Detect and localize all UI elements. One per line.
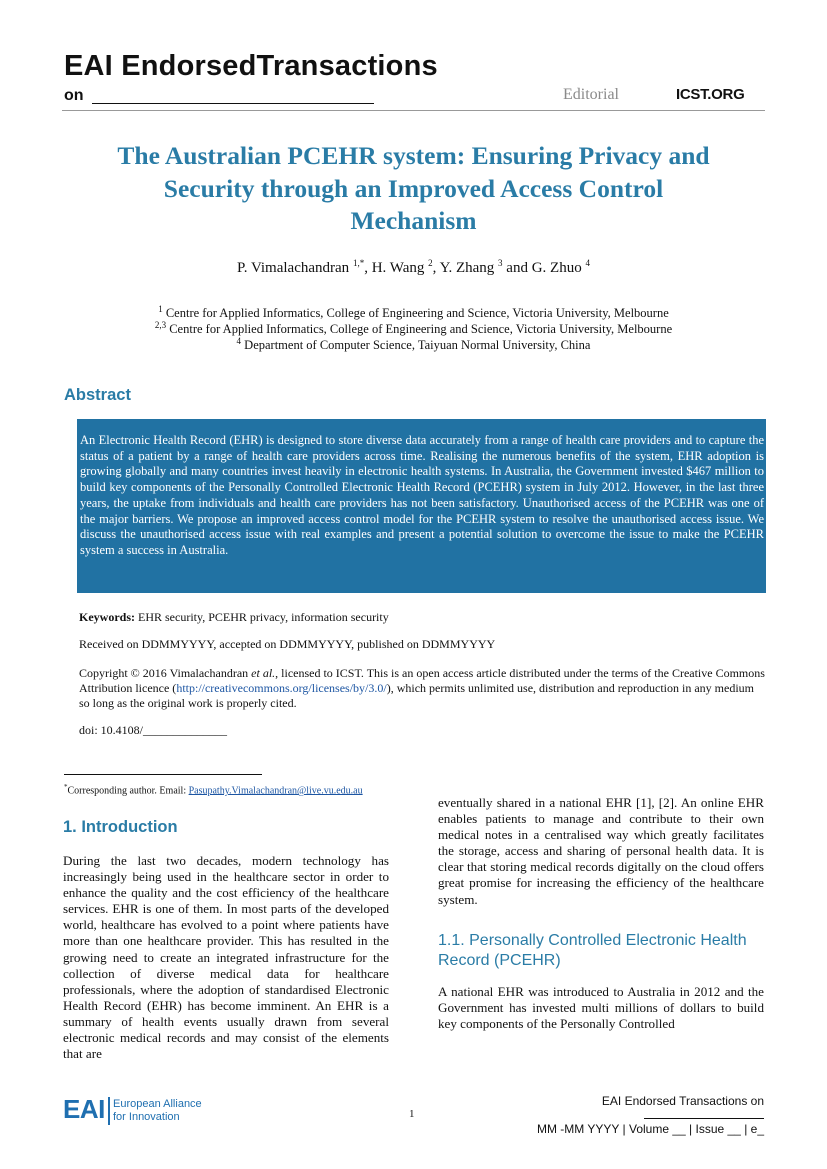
- subsection-heading-pcehr: 1.1. Personally Controlled Electronic Health Record (PCEHR): [438, 932, 747, 969]
- paper-title: [64, 140, 763, 238]
- author-marker: 2: [428, 258, 433, 268]
- title-line: The Australian PCEHR system: Ensuring Privacy and: [117, 141, 710, 170]
- keywords: [79, 610, 765, 625]
- journal-name-blank: [92, 103, 374, 104]
- body-column-left: [63, 853, 389, 1062]
- affiliation-marker: 4: [236, 336, 242, 346]
- author-email-link[interactable]: Pasupathy.Vimalachandran@live.vu.edu.au: [188, 785, 363, 797]
- author-marker: 3: [498, 258, 503, 268]
- keywords-label: Keywords:: [79, 610, 135, 624]
- doi: doi: 10.4108/______________: [79, 723, 228, 737]
- eai-logo-line: for Innovation: [113, 1111, 180, 1123]
- affiliation-text: Centre for Applied Informatics, College of Engineering and Science, Victoria University, Melbourne: [162, 306, 669, 321]
- author-marker: 4: [585, 258, 590, 268]
- copyright-text: ), which permits unlimited use, distribution and reproduction in any medium so long as the original work is properly cited.: [79, 681, 754, 710]
- title-line: Security through an Improved Access Control: [163, 173, 664, 203]
- header-divider: [62, 110, 765, 111]
- eai-logo-separator: [108, 1097, 110, 1125]
- eai-logo-name: [113, 1098, 202, 1124]
- site-label: ICST.ORG: [676, 86, 745, 103]
- body-paragraph: During the last two decades, modern technology has increasingly being used in the healthcare sector in order to enhance the quality and the cost efficiency of the healthcare services. EHR is one of them. In most parts of the developed world, healthcare has evolved to a point where patients have more than one healthcare provider. This has resulted in the growing need to create an integrated infrastructure for the collection of diverse medical data for healthcare professionals, where the adoption of standardised Electronic Health Record (EHR) has become imminent. An EHR is a summary of health events usually drawn from several electronic medical records and may consist of the elements that are: [63, 853, 389, 1062]
- body-paragraph: A national EHR was introduced to Australia in 2012 and the Government has invested multi millions of dollars to build key components of the Personally Controlled: [438, 984, 764, 1032]
- author-name: , H. Wang: [364, 260, 425, 276]
- received-dates: Received on DDMMYYYY, accepted on DDMMYYYY, published on DDMMYYYY: [79, 637, 496, 651]
- affiliation-marker: 2,3: [154, 320, 167, 330]
- abstract-heading: Abstract: [64, 386, 131, 404]
- section-label: Editorial: [563, 86, 619, 103]
- author-list: [64, 258, 763, 277]
- footnote-label: Corresponding author. Email:: [67, 785, 189, 797]
- author-name: and G. Zhuo: [502, 260, 582, 276]
- copyright-text: Copyright © 2016 Vimalachandran: [79, 666, 252, 680]
- affiliation-text: Centre for Applied Informatics, College of Engineering and Science, Victoria University, Melbourne: [166, 322, 673, 337]
- body-column-right-continued: [438, 984, 764, 1032]
- footer-journal-blank: [644, 1118, 764, 1119]
- author-marker: 1,*: [352, 258, 365, 268]
- footnote-marker: *: [64, 783, 68, 791]
- copyright-etal: et al.: [251, 666, 276, 680]
- abstract-text: An Electronic Health Record (EHR) is designed to store diverse data accurately from a range of health care providers and to capture the status of a patient by a range of health care providers across time. Realising the numerous benefits of the system, EHR adoption is growing globally and many countries invest heavily in electronic health systems. In Australia, the Government invested $467 million to build key components of the Personally Controlled Electronic Health Record (PCEHR) system in July 2012. However, in the last three years, the uptake from individuals and health care providers has not been satisfactory. Unauthorised access of the PCEHR was one of the major barriers. We propose an improved access control model for the PCEHR system to resolve the unauthorised access issue. We discuss the unauthorised access issue with real examples and present a potential solution to overcome the issue to make the PCEHR system a success in Australia.: [80, 433, 764, 557]
- eai-logo-letters: EAI: [63, 1094, 105, 1124]
- corresponding-author-note: [64, 783, 363, 796]
- footnote-divider: [64, 774, 262, 775]
- affiliation-text: Department of Computer Science, Taiyuan Normal University, China: [241, 338, 591, 353]
- page-number: 1: [409, 1108, 415, 1120]
- eai-logo-line: European Alliance: [113, 1098, 202, 1110]
- title-line: Mechanism: [350, 206, 477, 235]
- journal-brand: EAI EndorsedTransactions: [64, 50, 438, 82]
- footer-issue: MM -MM YYYY | Volume __ | Issue __ | e_: [536, 1122, 764, 1136]
- affiliation-marker: 1: [158, 304, 163, 314]
- keywords-text: EHR security, PCEHR privacy, information security: [135, 610, 389, 624]
- body-paragraph: eventually shared in a national EHR [1], [2]. An online EHR enables patients to manage and contribute to their own medical notes in a centralised way which greatly facilitates the storage, access and sharing of personal health data. It is clear that storing medical records digitally on the cloud offers great promise for increasing the efficiency of the healthcare system.: [438, 795, 764, 907]
- license-link[interactable]: http://creativecommons.org/licenses/by/3.0/: [176, 681, 387, 695]
- footer-journal: EAI Endorsed Transactions on: [601, 1094, 764, 1108]
- copyright-notice: [79, 666, 765, 711]
- author-name: P. Vimalachandran: [237, 260, 350, 276]
- author-name: , Y. Zhang: [432, 260, 495, 276]
- section-heading-introduction: 1. Introduction: [63, 818, 178, 836]
- body-column-right: [438, 795, 764, 908]
- affiliation: [64, 334, 763, 353]
- abstract-box: [77, 419, 766, 593]
- journal-brand-on: on: [64, 87, 84, 104]
- copyright-text: , licensed to ICST. This is an open access article distributed under the terms of the Creative Commons Attribution licence (: [79, 666, 765, 695]
